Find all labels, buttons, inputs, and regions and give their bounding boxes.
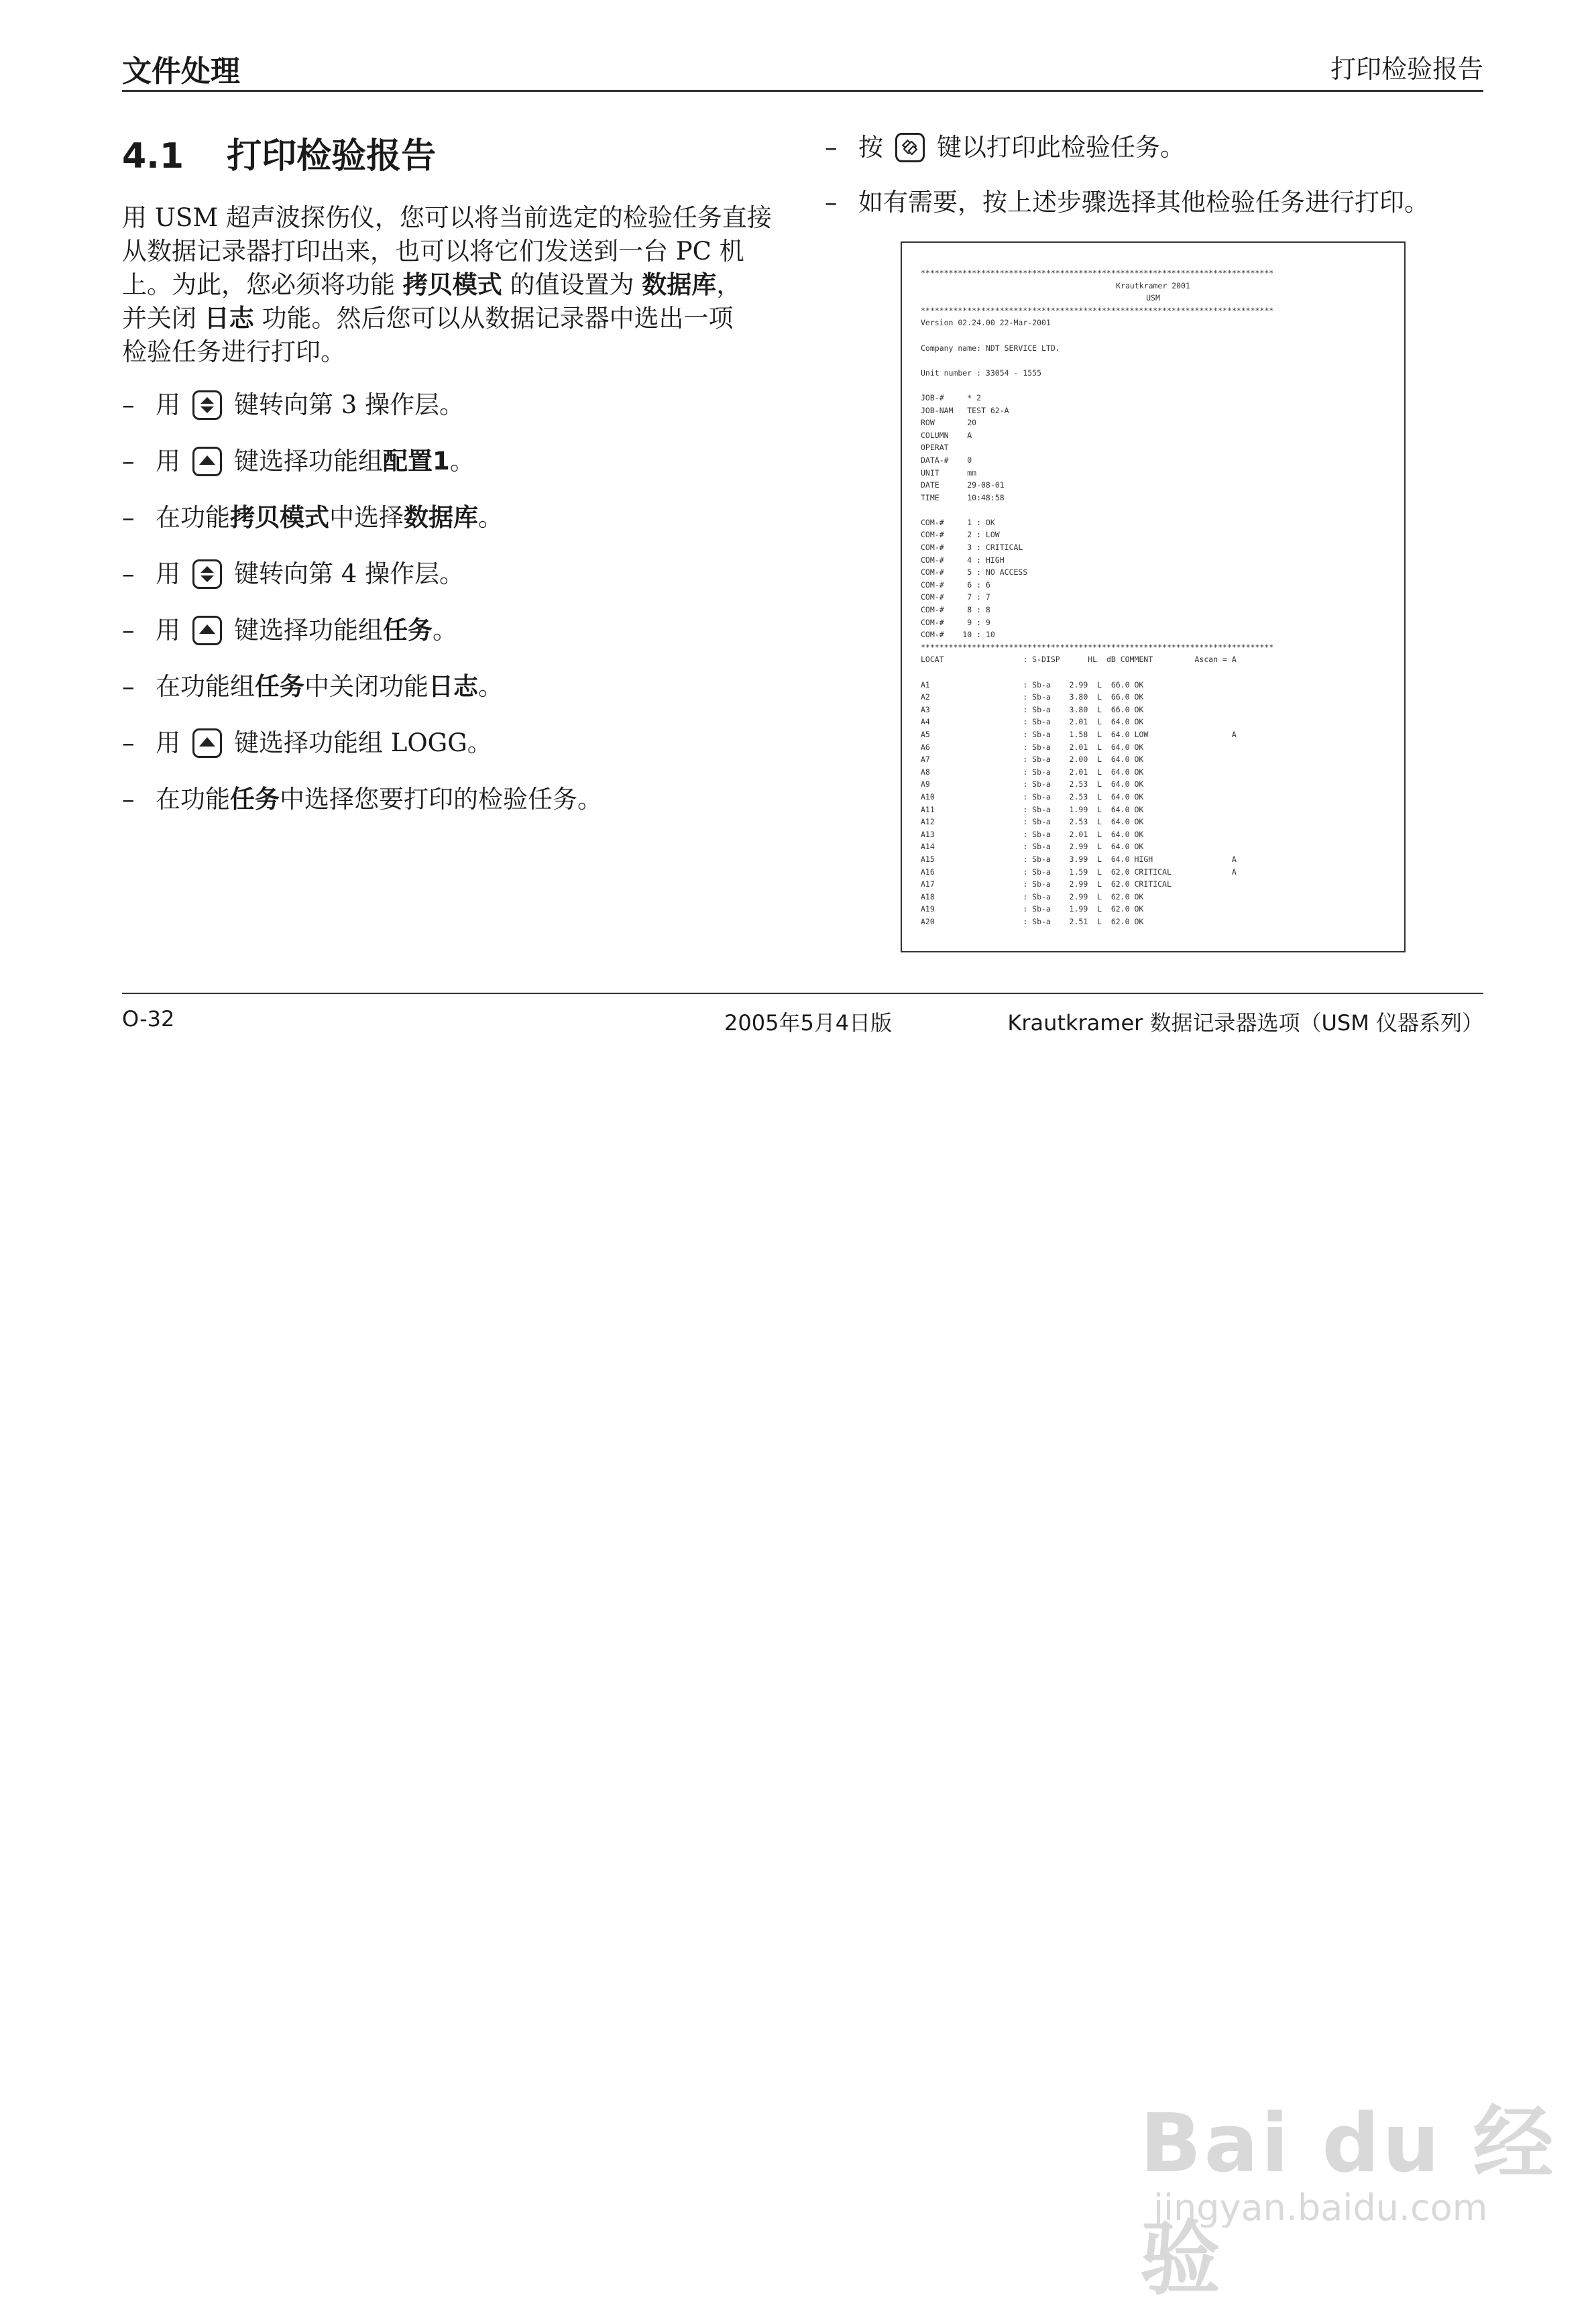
step-bold-term: 任务: [383, 616, 433, 645]
report-company: Company name: NDT SERVICE LTD.: [921, 343, 1060, 353]
step-dash: –: [122, 616, 135, 645]
step-bold-term: 日志: [429, 672, 478, 701]
intro-line: [122, 268, 793, 302]
step-text: 键选择功能组: [234, 447, 383, 476]
step-text: 键以打印此检验任务。: [937, 133, 1185, 162]
report-table-row: A14 : Sb-a 2.99 L 64.0 OK: [921, 842, 1144, 852]
intro-bold-term: 拷贝模式: [402, 270, 502, 299]
page-number: O-32: [122, 1006, 175, 1032]
section-title: [122, 127, 436, 178]
report-job-field: ROW 20: [921, 418, 977, 428]
section-number: 4.1: [122, 136, 184, 176]
step-bold-term: 配置1: [383, 447, 450, 476]
step-text: 在功能组: [156, 672, 255, 701]
footer-rule: [122, 993, 1483, 994]
step-dash: –: [122, 390, 135, 419]
report-title: Krautkramer 2001: [1116, 280, 1190, 290]
up-key-icon: [192, 447, 222, 476]
step-text: 中关闭功能: [304, 672, 429, 701]
report-job-field: JOB-NAM TEST 62-A: [921, 405, 1009, 415]
step-item: [825, 127, 1185, 168]
report-unit-number: Unit number : 33054 - 1555: [921, 368, 1042, 378]
report-comment-field: COM-# 5 : NO ACCESS: [921, 567, 1028, 578]
step-bold-term: 数据库: [404, 503, 478, 532]
step-dash: –: [825, 188, 838, 217]
report-comment-field: COM-# 7 : 7: [921, 592, 990, 602]
report-job-field: UNIT mm: [921, 468, 977, 478]
step-text: 键转向第 4 操作层。: [234, 559, 465, 588]
manual-title: Krautkramer 数据记录器选项（USM 仪器系列）: [1007, 1010, 1483, 1036]
report-table-header: LOCAT : S-DISP HL dB COMMENT Ascan = A: [921, 655, 1237, 665]
report-separator: ****************************************************************************: [921, 305, 1274, 315]
step-text: 用: [156, 616, 180, 645]
step-text: 用: [156, 390, 180, 419]
report-comment-field: COM-# 2 : LOW: [921, 530, 1000, 540]
updown-key-icon: [192, 559, 222, 589]
print-key-icon: [895, 133, 925, 162]
intro-bold-term: 数据库: [642, 270, 717, 299]
up-key-icon: [192, 728, 222, 758]
step-item: [122, 385, 464, 425]
step-dash: –: [122, 728, 135, 757]
report-table-row: A12 : Sb-a 2.53 L 64.0 OK: [921, 817, 1144, 827]
step-text: 在功能: [156, 503, 230, 532]
report-table-row: A15 : Sb-a 3.99 L 64.0 HIGH A: [921, 854, 1237, 864]
step-dash: –: [825, 133, 838, 162]
step-item: [122, 441, 475, 482]
step-text: 用: [156, 728, 180, 757]
report-comment-field: COM-# 6 : 6: [921, 580, 990, 590]
report-table-row: A2 : Sb-a 3.80 L 66.0 OK: [921, 692, 1144, 702]
step-text: 用: [156, 559, 180, 588]
intro-paragraph: [122, 201, 793, 369]
edition-date: 2005年5月4日版: [724, 1010, 893, 1036]
report-job-field: DATA-# 0: [921, 455, 972, 465]
step-text: 用: [156, 447, 180, 476]
header-section-name: 文件处理: [122, 54, 240, 89]
report-table-row: A4 : Sb-a 2.01 L 64.0 OK: [921, 717, 1144, 727]
intro-line: 用 USM 超声波探伤仪，您可以将当前选定的检验任务直接: [122, 203, 772, 232]
step-text: 中选择: [329, 503, 404, 532]
report-comment-field: COM-# 1 : OK: [921, 517, 995, 527]
report-comment-field: COM-# 4 : HIGH: [921, 555, 1005, 565]
step-text: 在功能: [156, 785, 230, 814]
step-item: [122, 498, 503, 538]
intro-text: 功能。然后您可以从数据记录器中选出一项: [253, 304, 734, 333]
step-bold-term: 任务: [255, 672, 304, 701]
report-table-row: A6 : Sb-a 2.01 L 64.0 OK: [921, 742, 1144, 752]
report-table-row: A5 : Sb-a 1.58 L 64.0 LOW A: [921, 729, 1237, 739]
header-rule: [122, 90, 1483, 92]
step-text: 。: [478, 503, 503, 532]
report-table-row: A9 : Sb-a 2.53 L 64.0 OK: [921, 779, 1144, 789]
step-bold-term: 任务: [230, 785, 280, 814]
step-item: [122, 779, 602, 820]
intro-text: ，: [716, 270, 742, 299]
report-job-field: DATE 29-08-01: [921, 480, 1005, 490]
step-dash: –: [122, 785, 135, 814]
step-text: 如有需要，按上述步骤选择其他检验任务进行打印。: [858, 188, 1429, 217]
report-job-field: OPERAT: [921, 443, 949, 453]
report-separator: ****************************************************************************: [921, 642, 1274, 652]
intro-line: [122, 302, 793, 335]
report-table-row: A16 : Sb-a 1.59 L 62.0 CRITICAL A: [921, 867, 1237, 877]
report-job-field: JOB-# * 2: [921, 392, 982, 402]
step-text: 。: [433, 616, 457, 645]
report-table-row: A1 : Sb-a 2.99 L 66.0 OK: [921, 679, 1144, 690]
report-job-field: TIME 10:48:58: [921, 492, 1005, 502]
watermark-url: jingyan.baidu.com: [1153, 2187, 1488, 2229]
report-table-row: A10 : Sb-a 2.53 L 64.0 OK: [921, 791, 1144, 802]
intro-text: 上。为此，您必须将功能: [122, 270, 403, 299]
report-separator: ****************************************************************************: [921, 268, 1274, 278]
step-text: 键选择功能组 LOGG。: [234, 728, 492, 757]
step-text: 。: [478, 672, 503, 701]
step-item: [122, 723, 492, 763]
report-table-row: A19 : Sb-a 1.99 L 62.0 OK: [921, 904, 1144, 914]
print-report-figure: [901, 241, 1406, 952]
up-key-icon: [192, 616, 222, 645]
step-text: 。: [449, 447, 475, 476]
intro-text: 并关闭: [122, 304, 205, 333]
report-table-row: A8 : Sb-a 2.01 L 64.0 OK: [921, 767, 1144, 777]
step-text: 按: [858, 133, 883, 162]
section-title-text: 打印检验报告: [227, 136, 437, 176]
report-table-row: A18 : Sb-a 2.99 L 62.0 OK: [921, 891, 1144, 901]
report-table-row: A11 : Sb-a 1.99 L 64.0 OK: [921, 804, 1144, 814]
report-table-row: A13 : Sb-a 2.01 L 64.0 OK: [921, 829, 1144, 839]
step-item: [122, 667, 503, 707]
report-comment-field: COM-# 8 : 8: [921, 605, 990, 615]
report-comment-field: COM-# 3 : CRITICAL: [921, 543, 1023, 553]
report-comment-field: COM-# 10 : 10: [921, 630, 995, 640]
intro-text: 的值设置为: [502, 270, 642, 299]
step-dash: –: [122, 672, 135, 701]
step-dash: –: [122, 447, 135, 476]
step-bold-term: 拷贝模式: [230, 503, 329, 532]
step-text: 键转向第 3 操作层。: [234, 390, 465, 419]
intro-bold-term: 日志: [204, 304, 254, 333]
intro-line: 检验任务进行打印。: [122, 337, 345, 366]
report-subtitle: USM: [1146, 293, 1160, 303]
updown-key-icon: [192, 390, 222, 420]
step-dash: –: [122, 559, 135, 588]
step-item: [825, 182, 1429, 223]
report-table-row: A3 : Sb-a 3.80 L 66.0 OK: [921, 704, 1144, 714]
step-text: 中选择您要打印的检验任务。: [280, 785, 602, 814]
report-job-field: COLUMN A: [921, 430, 972, 440]
step-dash: –: [122, 503, 135, 532]
step-text: 键选择功能组: [234, 616, 383, 645]
report-table-row: A7 : Sb-a 2.00 L 64.0 OK: [921, 755, 1144, 765]
header-topic: 打印检验报告: [1330, 54, 1483, 84]
report-table-row: A20 : Sb-a 2.51 L 62.0 OK: [921, 916, 1144, 926]
intro-line: 从数据记录器打印出来，也可以将它们发送到一台 PC 机: [122, 237, 744, 266]
report-comment-field: COM-# 9 : 9: [921, 617, 990, 627]
step-item: [122, 554, 464, 594]
report-version: Version 02.24.00 22-Mar-2001: [921, 318, 1051, 328]
step-item: [122, 610, 457, 651]
baidu-watermark: Bai du 经验: [1140, 2097, 1556, 2306]
report-table-row: A17 : Sb-a 2.99 L 62.0 CRITICAL: [921, 879, 1172, 889]
